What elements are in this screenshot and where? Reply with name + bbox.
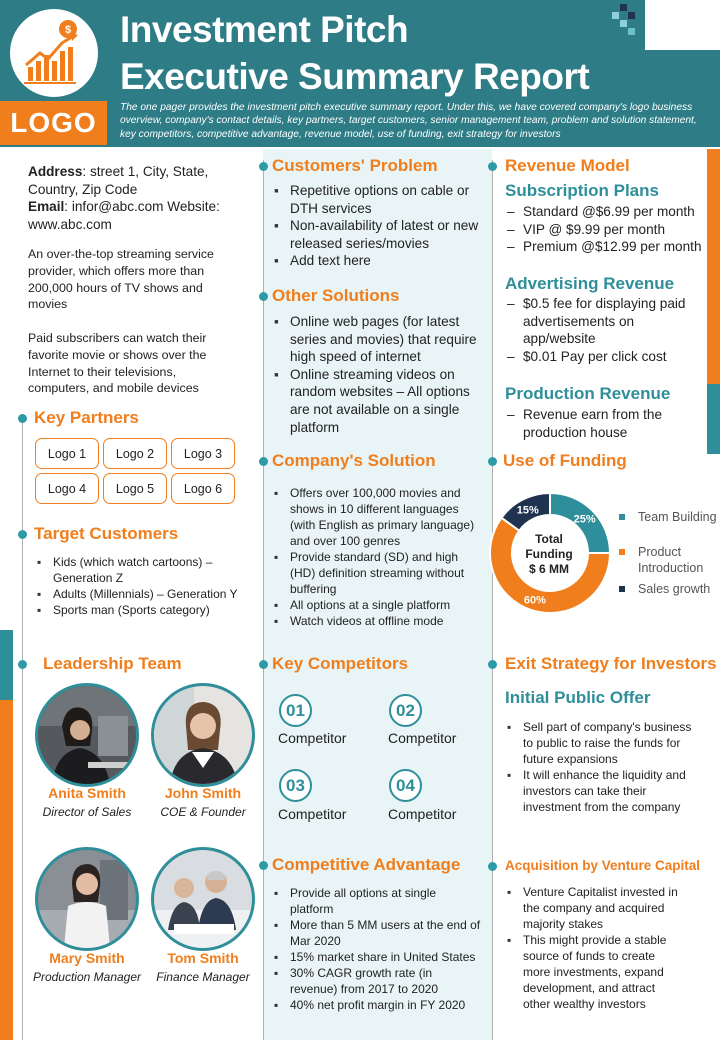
page-title [120,6,589,100]
leader-name: Anita Smith [48,785,126,801]
list-item: ▪ 30% CAGR growth rate (in revenue) from 2017 to 2020 [272,965,482,997]
partner-logo: Logo 3 [171,438,235,469]
list-item: ▪ Sell part of company's business to public to raise the funds for future expansions [505,719,700,767]
timeline-dot [488,862,497,871]
customers-problem-title: Customers' Problem [272,156,438,175]
list-item: ▪ Non-availability of latest or new released series/movies [272,217,482,252]
customers-problem-list [272,182,482,270]
page-subtitle: The one pager provides the investment pitch executive summary report. Under this, we have covered company's logo business overview, company's contact details, key partners, target customers, senior management team, problem and solution statement, key competitors, competitive advantage, revenue model, use of funding, exit strategy for investors [120,102,697,140]
avatar-tom-smith [151,847,255,951]
header-banner [0,0,720,147]
email-value: : infor@abc.com Website: www.abc.com [28,199,220,232]
list-item: ▪ Provide all options at single platform [272,885,482,917]
decor-square [628,28,635,35]
donut-center-line3: $ 6 MM [528,562,569,576]
target-customers-list [35,554,250,618]
contact-details [28,163,243,233]
leader-name: John Smith [164,785,242,801]
target-customers-title: Target Customers [34,524,179,543]
timeline-dot [259,861,268,870]
list-item: ▪ Provide standard (SD) and high (HD) definition streaming without buffering [272,549,477,597]
timeline-dot [18,660,27,669]
key-partners-title: Key Partners [34,408,139,427]
donut-value-label-sales-growth: 15% [516,504,539,517]
venture-capital-title: Acquisition by Venture Capital [505,858,701,873]
decor-square [612,12,619,19]
partner-logo: Logo 6 [171,473,235,504]
timeline-dot [259,162,268,171]
right-edge-accent [707,384,720,454]
legend-swatch-product-introduction [619,549,625,555]
timeline-dot [18,530,27,539]
competitive-advantage-list [272,885,482,1013]
competitor-number: 03 [279,769,312,802]
subscription-plans-title: Subscription Plans [505,181,659,200]
timeline-dot [259,292,268,301]
list-item: – Premium @$12.99 per month [505,238,705,256]
timeline-dot [488,457,497,466]
list-item: ▪ This might provide a stable source of funds to create more investments, expand development, and attract other wealthy investors [505,932,685,1012]
avatar-john-smith [151,683,255,787]
timeline-dot [488,162,497,171]
competitor-label: Competitor [278,730,347,746]
partner-logo: Logo 1 [35,438,99,469]
list-item: ▪ All options at a single platform [272,597,477,613]
exit-strategy-title: Exit Strategy for Investors [505,654,717,673]
competitive-advantage-title: Competitive Advantage [272,855,461,874]
ipo-list [505,719,700,815]
list-item: ▪ Repetitive options on cable or DTH services [272,182,482,217]
leader-role: Director of Sales [42,805,132,819]
decor-square [620,4,627,11]
list-item: ▪ Online web pages (for latest series and movies) that require high speed of internet [272,313,477,366]
header-corner-box [645,0,720,50]
timeline-dot [18,414,27,423]
partner-logo: Logo 4 [35,473,99,504]
partner-logo: Logo 2 [103,438,167,469]
other-solutions-title: Other Solutions [272,286,400,305]
logo-placeholder: LOGO [0,101,107,145]
business-overview: An over-the-top streaming service provider, which offers more than 200,000 hours of TV shows and movies [28,247,214,312]
right-edge-accent [707,149,720,384]
donut-value-label-product-introduction: 60% [523,594,546,607]
company-logo-badge [10,9,98,97]
timeline-dot [259,457,268,466]
legend-swatch-sales-growth [619,586,625,592]
competitor-label: Competitor [278,806,347,822]
list-item: ▪ Venture Capitalist invested in the company and acquired majority stakes [505,884,685,932]
competitor-number: 02 [389,694,422,727]
list-item: – Standard @$6.99 per month [505,203,705,221]
list-item: – Revenue earn from the production house [505,406,690,441]
list-item: ▪ More than 5 MM users at the end of Mar 2020 [272,917,482,949]
leader-name: Mary Smith [49,950,125,966]
legend-swatch-team-building [619,514,625,520]
list-item: ▪ Offers over 100,000 movies and shows in 10 different languages (with English as primary language) and over 100 genres [272,485,477,549]
growth-chart-icon [10,9,98,97]
email-label: Email [28,199,65,214]
leader-role: Production Manager [32,970,142,984]
use-of-funding-title: Use of Funding [503,451,627,470]
partner-logo: Logo 5 [103,473,167,504]
legend-label: Team Building [638,510,717,524]
title-line-2: Executive Summary Report [120,56,590,97]
company-solution-list [272,485,477,629]
decor-square [620,20,627,27]
list-item: – $0.01 Pay per click cost [505,348,700,366]
legend-label: Sales growth [638,582,711,596]
revenue-model-title: Revenue Model [505,156,630,175]
svg-text:$: $ [64,24,72,36]
list-item: ▪ Sports man (Sports category) [35,602,250,618]
address-label: Address [28,164,83,179]
list-item: – VIP @ $9.99 per month [505,221,705,239]
key-competitors-title: Key Competitors [272,654,409,673]
legend-label: Product Introduction [638,545,704,575]
donut-center-line2: Funding [525,547,573,561]
competitor-label: Competitor [388,806,457,822]
list-item: ▪ Adults (Millennials) – Generation Y [35,586,250,602]
leader-role: COE & Founder [160,805,246,819]
list-item: ▪ Kids (which watch cartoons) – Generation Z [35,554,250,586]
business-description: Paid subscribers can watch their favorite movie or shows over the Internet to their televisions, computers, and mobile devices [28,331,207,396]
venture-capital-list [505,884,685,1012]
list-item: ▪ 15% market share in United States [272,949,482,965]
competitor-number: 01 [279,694,312,727]
decor-square [628,12,635,19]
list-item: – $0.5 fee for displaying paid advertisements on app/website [505,295,700,348]
donut-value-label-team-building: 25% [573,513,596,526]
company-solution-title: Company's Solution [272,451,436,470]
list-item: ▪ Online streaming videos on random websites – All options are not available on a single platform [272,366,477,436]
leader-role: Finance Manager [156,970,250,984]
title-line-1: Investment Pitch [120,9,409,50]
avatar-mary-smith [35,847,139,951]
donut-center-line1: Total [535,532,563,546]
avatar-anita-smith [35,683,139,787]
competitor-label: Competitor [388,730,457,746]
competitor-number: 04 [389,769,422,802]
leader-name: Tom Smith [167,950,239,966]
list-item: ▪ Add text here [272,252,482,270]
production-revenue-list [505,406,690,441]
advertising-revenue-list [505,295,700,365]
list-item: ▪ It will enhance the liquidity and investors can take their investment from the company [505,767,700,815]
left-edge-accent [0,630,13,700]
donut-center-label [516,532,582,577]
other-solutions-list [272,313,477,436]
advertising-revenue-title: Advertising Revenue [505,274,675,293]
timeline-line-left [22,418,23,1040]
timeline-dot [259,660,268,669]
production-revenue-title: Production Revenue [505,384,671,403]
subscription-plans-list [505,203,705,256]
list-item: ▪ 40% net profit margin in FY 2020 [272,997,482,1013]
list-item: ▪ Watch videos at offline mode [272,613,477,629]
left-edge-accent [0,700,13,1040]
initial-public-offer-title: Initial Public Offer [505,688,651,707]
leadership-team-title: Leadership Team [43,654,182,673]
address-value: : street 1, City, State, Country, Zip Code [28,164,209,197]
timeline-dot [488,660,497,669]
